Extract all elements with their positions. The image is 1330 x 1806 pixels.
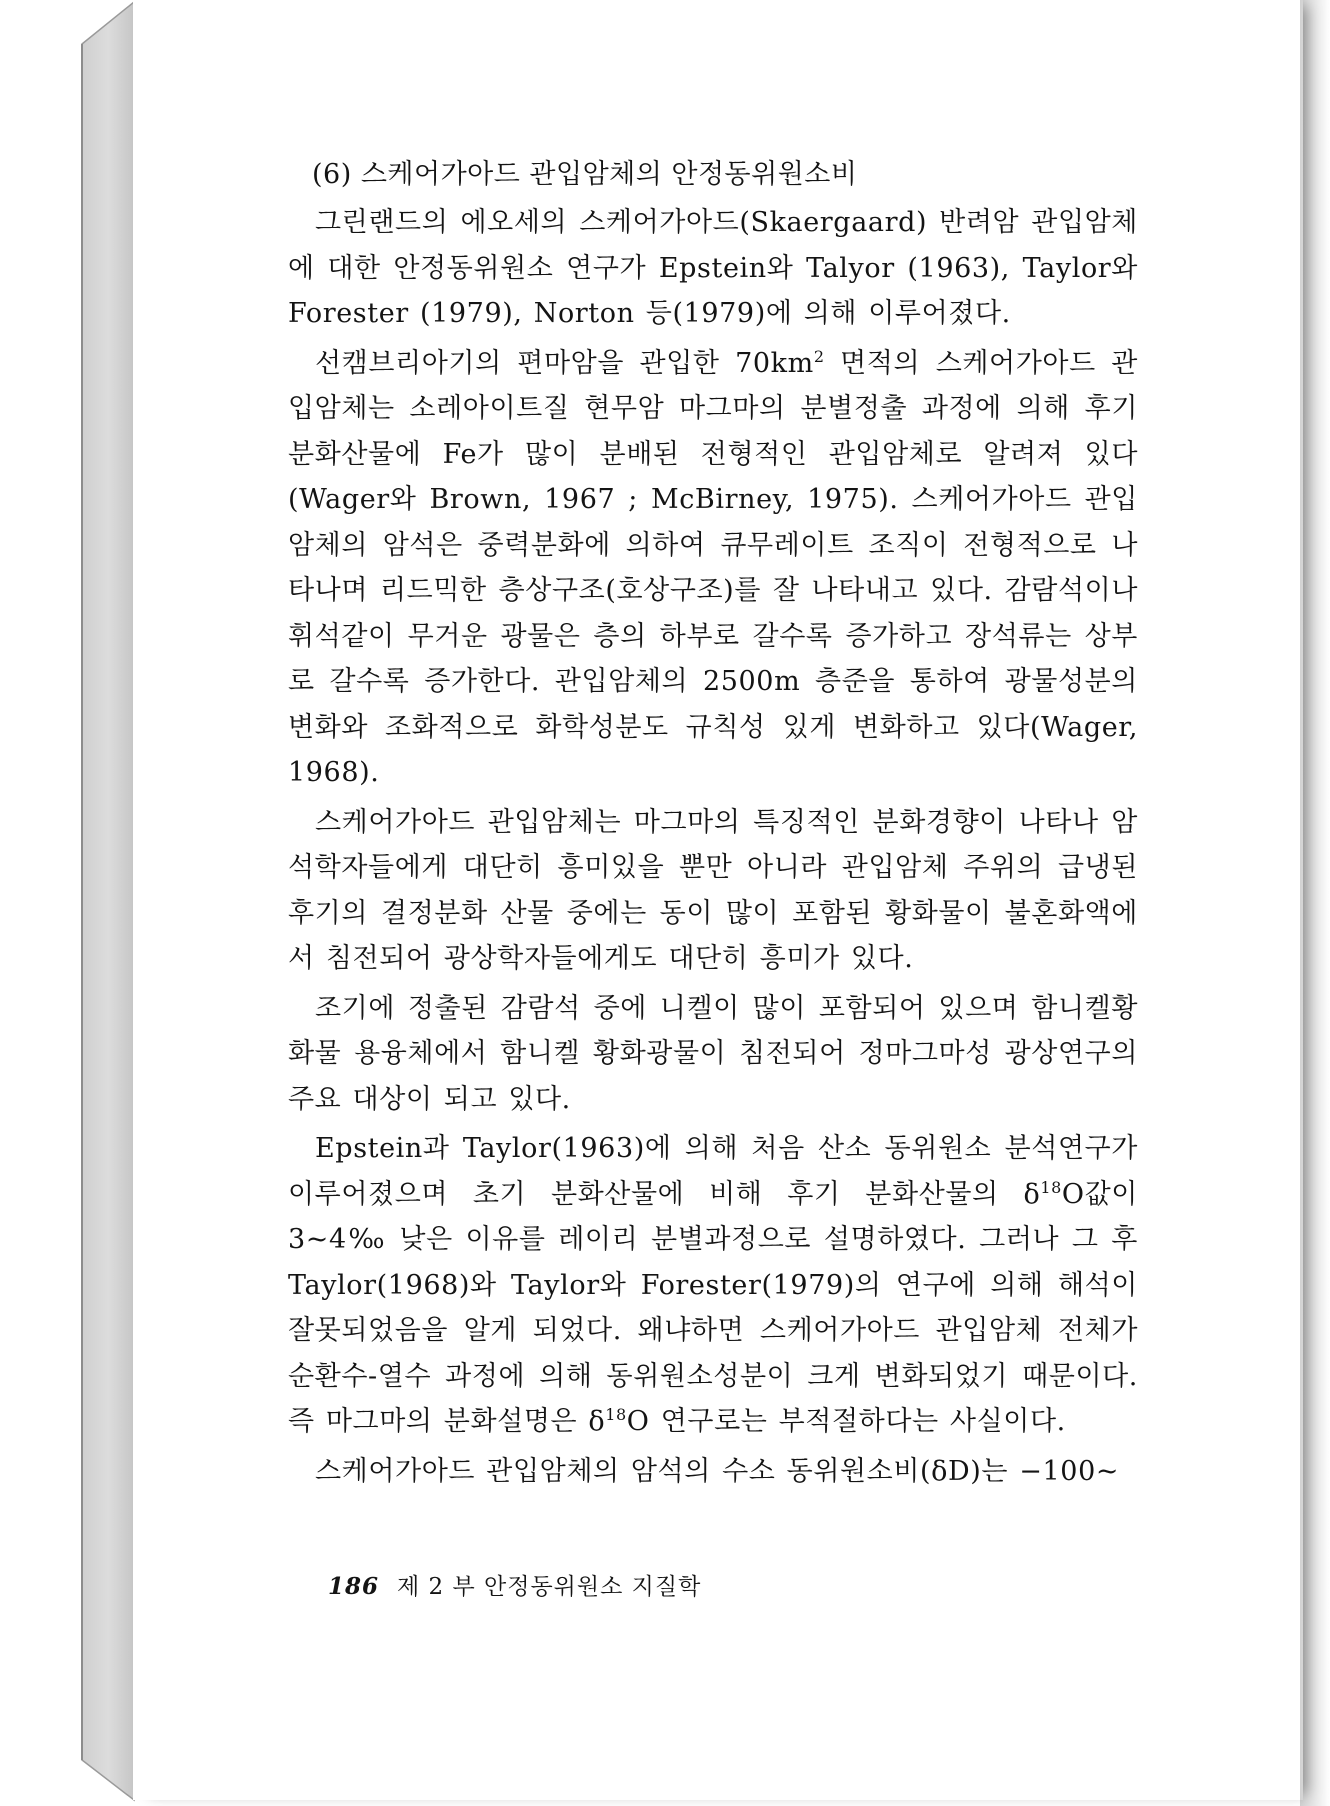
superscript-18-second: 18	[605, 1405, 627, 1424]
paragraph-4-text: 조기에 정출된 감람석 중에 니켈이 많이 포함되어 있으며 함니켈황화물 용융체에서 함니켈 황화광물이 침전되어 정마그마성 광상연구의 주요 대상이 되고 있다.	[288, 992, 1138, 1115]
paragraph-4	[288, 986, 1138, 1123]
page-right-shadow	[1300, 0, 1330, 1806]
running-title: 제 2 부 안정동위원소 지질학	[397, 1574, 702, 1600]
book-edge-graphic	[0, 0, 140, 1806]
paragraph-5-text-a: Epstein과 Taylor(1963)에 의해 처음 산소 동위원소 분석연구가 이루어졌으며 초기 분화산물에 비해 후기 분화산물의 δ	[288, 1133, 1138, 1210]
paragraph-2	[288, 341, 1138, 796]
superscript-18-first: 18	[1040, 1177, 1062, 1197]
paragraph-5	[288, 1126, 1138, 1445]
paragraph-1-text: 그린랜드의 에오세의 스케어가아드(Skaergaard) 반려암 관입암체에 대한 안정동위원소 연구가 Epstein와 Talyor (1963), Taylor와 Forester (1979), Norton 등(1979)에 의해 이루어졌다.	[288, 207, 1138, 329]
superscript-squared: 2	[813, 346, 825, 366]
paragraph-5-text-c: O 연구로는 부적절하다는 사실이다.	[626, 1406, 1066, 1437]
section-title: (6) 스케어가아드 관입암체의 안정동위원소비	[312, 159, 858, 190]
paragraph-3-text: 스케어가아드 관입암체는 마그마의 특징적인 분화경향이 나타나 암석학자들에게 대단히 흥미있을 뿐만 아니라 관입암체 주위의 급냉된 후기의 결정분화 산물 중에는 동이 많이 포함된 황화물이 불혼화액에서 침전되어 광상학자들에게도 대단히 흥미가 있다.	[288, 806, 1138, 974]
paragraph-2-text-b: 면적의 스케어가아드 관입암체는 소레아이트질 현무암 마그마의 분별정출 과정에 의해 후기 분화산물에 Fe가 많이 분배된 전형적인 관입암체로 알려져 있다(Wager와 Brown, 1967 ; McBirney, 1975). 스케어가아드 관입암체의 암석은 중력분화에 의하여 큐무레이트 조직이 전형적으로 나타나며 리드믹한 층상구조(호상구조)를 잘 나타내고 있다. 감람석이나 휘석같이 무거운 광물은 층의 하부로 갈수록 증가하고 장석류는 상부로 갈수록 증가한다. 관입암체의 2500m 층준을 통하여 광물성분의 변화와 조화적으로 화학성분도 규칙성 있게 변화하고 있다(Wager, 1968).	[288, 347, 1138, 788]
paragraph-3	[288, 800, 1138, 982]
page-content	[288, 150, 1138, 1498]
page-number: 186	[328, 1573, 380, 1600]
paragraph-2-text-a: 선캠브리아기의 편마암을 관입한 70km	[315, 347, 814, 379]
paragraph-6	[288, 1449, 1138, 1495]
paragraph-6-text: 스케어가아드 관입암체의 암석의 수소 동위원소비(δD)는 −100~	[315, 1455, 1120, 1487]
paragraph-1	[288, 200, 1138, 337]
book-spine-edge	[0, 0, 140, 1806]
paragraph-5-text-b: O값이 3~4‰ 낮은 이유를 레이리 분별과정으로 설명하였다. 그러나 그 후 Taylor(1968)와 Taylor와 Forester(1979)의 연구에 의해 해석이 잘못되었음을 알게 되었다. 왜냐하면 스케어가아드 관입암체 전체가 순환수-열수 과정에 의해 동위원소성분이 크게 변화되었기 때문이다. 즉 마그마의 분화설명은 δ	[288, 1178, 1138, 1437]
page-footer	[328, 1568, 701, 1601]
